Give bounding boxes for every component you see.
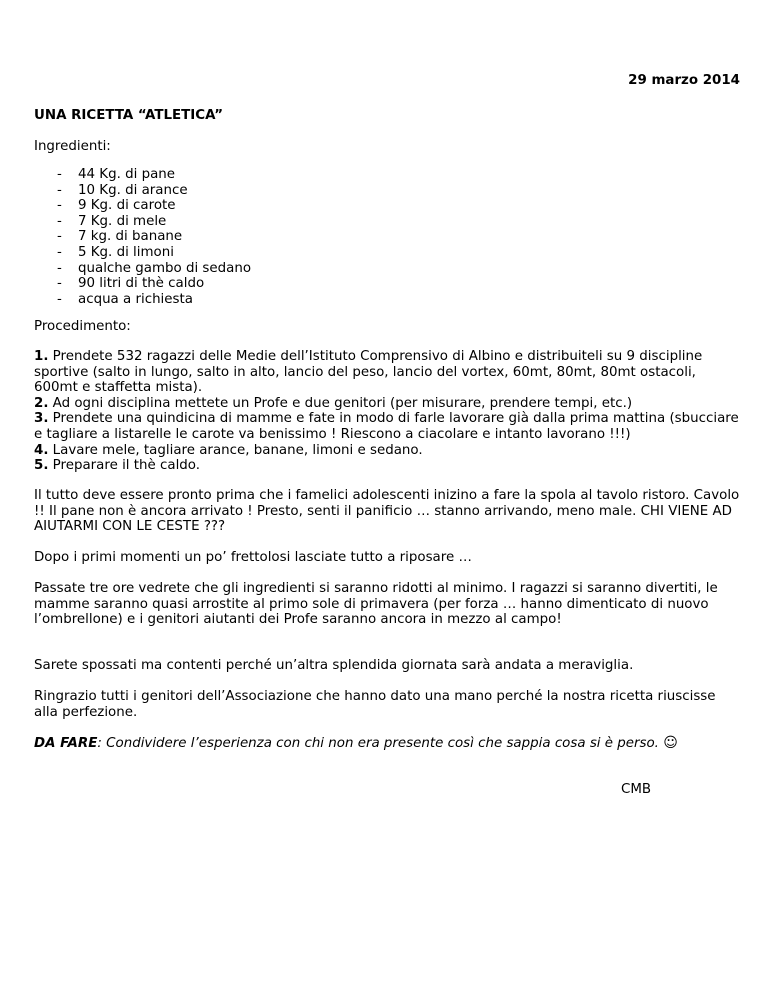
- procedure-step: [34, 411, 740, 442]
- list-bullet: -: [57, 213, 62, 229]
- procedure-step: [34, 349, 740, 396]
- step-text: Lavare mele, tagliare arance, banane, limoni e sedano.: [48, 442, 423, 458]
- step-number: 3.: [34, 411, 49, 427]
- list-bullet: -: [57, 229, 62, 245]
- ingredient-item: - 7 kg. di banane: [57, 229, 183, 245]
- paragraph-thanks: Ringrazio tutti i genitori dell’Associazione che hanno dato una mano perché la nostra ricetta riuscisse alla perfezione.: [34, 689, 716, 720]
- signature: CMB: [621, 782, 652, 797]
- ingredient-item: - 90 litri di thè caldo: [57, 276, 205, 292]
- list-bullet: -: [57, 244, 62, 260]
- ingredient-item: - qualche gambo di sedano: [57, 260, 252, 276]
- step-text: Prendete 532 ragazzi delle Medie dell’Istituto Comprensivo di Albino e distribuiteli su 9 discipline sportive (salto in lungo, salto in alto, lancio del peso, lancio del vortex, 60mt, 80mt, 80mt ostacoli, 600mt e staffetta mista).: [34, 349, 703, 396]
- procedure-label: Procedimento:: [34, 319, 131, 334]
- ingredient-item: - 10 Kg. di arance: [57, 182, 188, 198]
- list-bullet: -: [57, 167, 62, 182]
- list-bullet: -: [57, 276, 62, 292]
- ingredient-item: - 5 Kg. di limoni: [57, 244, 174, 260]
- paragraph-conclusion: Sarete spossati ma contenti perché un’altra splendida giornata sarà andata a meraviglia.: [34, 658, 634, 673]
- step-text: Ad ogni disciplina mettete un Profe e due genitori (per misurare, prendere tempi, etc.): [48, 395, 633, 411]
- step-text: Preparare il thè caldo.: [48, 458, 201, 474]
- ingredient-item: - 9 Kg. di carote: [57, 198, 176, 214]
- step-number: 5.: [34, 458, 49, 474]
- paragraph-preparation: Il tutto deve essere pronto prima che i famelici adolescenti inizino a fare la spola al tavolo ristoro. Cavolo !! Il pane non è ancora arrivato ! Presto, senti il panificio … stanno arrivando, meno male. CHI VIENE AD AIUTARMI CON LE CESTE ???: [34, 488, 740, 535]
- procedure-steps: [34, 349, 740, 474]
- list-bullet: -: [57, 182, 62, 198]
- procedure-step: [34, 458, 740, 474]
- todo-note: [34, 736, 740, 752]
- list-bullet: -: [57, 260, 62, 276]
- document-date: 29 marzo 2014: [628, 73, 740, 88]
- ingredient-item: - 44 Kg. di pane: [57, 167, 175, 182]
- step-number: 2.: [34, 395, 49, 411]
- ingredient-item: - 7 Kg. di mele: [57, 213, 167, 229]
- paragraph-result: Passate tre ore vedrete che gli ingredienti si saranno ridotti al minimo. I ragazzi si saranno divertiti, le mamme saranno quasi arrostite al primo sole di primavera (per forza … hanno dimenticato di nuovo l’ombrellone) e i genitori aiutanti dei Profe saranno ancora in mezzo al campo!: [34, 581, 718, 628]
- ingredients-label: Ingredienti:: [34, 139, 111, 154]
- list-bullet: -: [57, 291, 62, 307]
- procedure-step: [34, 396, 740, 412]
- recipe-title: UNA RICETTA “ATLETICA”: [34, 108, 224, 123]
- smiley-icon: ☺: [663, 735, 678, 751]
- ingredient-item: - acqua a richiesta: [57, 291, 193, 307]
- step-number: 4.: [34, 442, 49, 458]
- paragraph-rest: Dopo i primi momenti un po’ frettolosi lasciate tutto a riposare …: [34, 550, 472, 565]
- procedure-step: [34, 443, 740, 459]
- todo-text: : Condividere l’esperienza con chi non era presente così che sappia cosa si è perso.: [97, 736, 664, 751]
- step-text: Prendete una quindicina di mamme e fate in modo di farle lavorare già dalla prima mattina (sbucciare e tagliare a listarelle le carote va benissimo ! Riescono a ciacolare e intanto lavorano !!!): [34, 411, 739, 442]
- step-number: 1.: [34, 349, 49, 364]
- todo-label: DA FARE: [34, 736, 98, 751]
- list-bullet: -: [57, 198, 62, 214]
- ingredients-list: [34, 167, 251, 307]
